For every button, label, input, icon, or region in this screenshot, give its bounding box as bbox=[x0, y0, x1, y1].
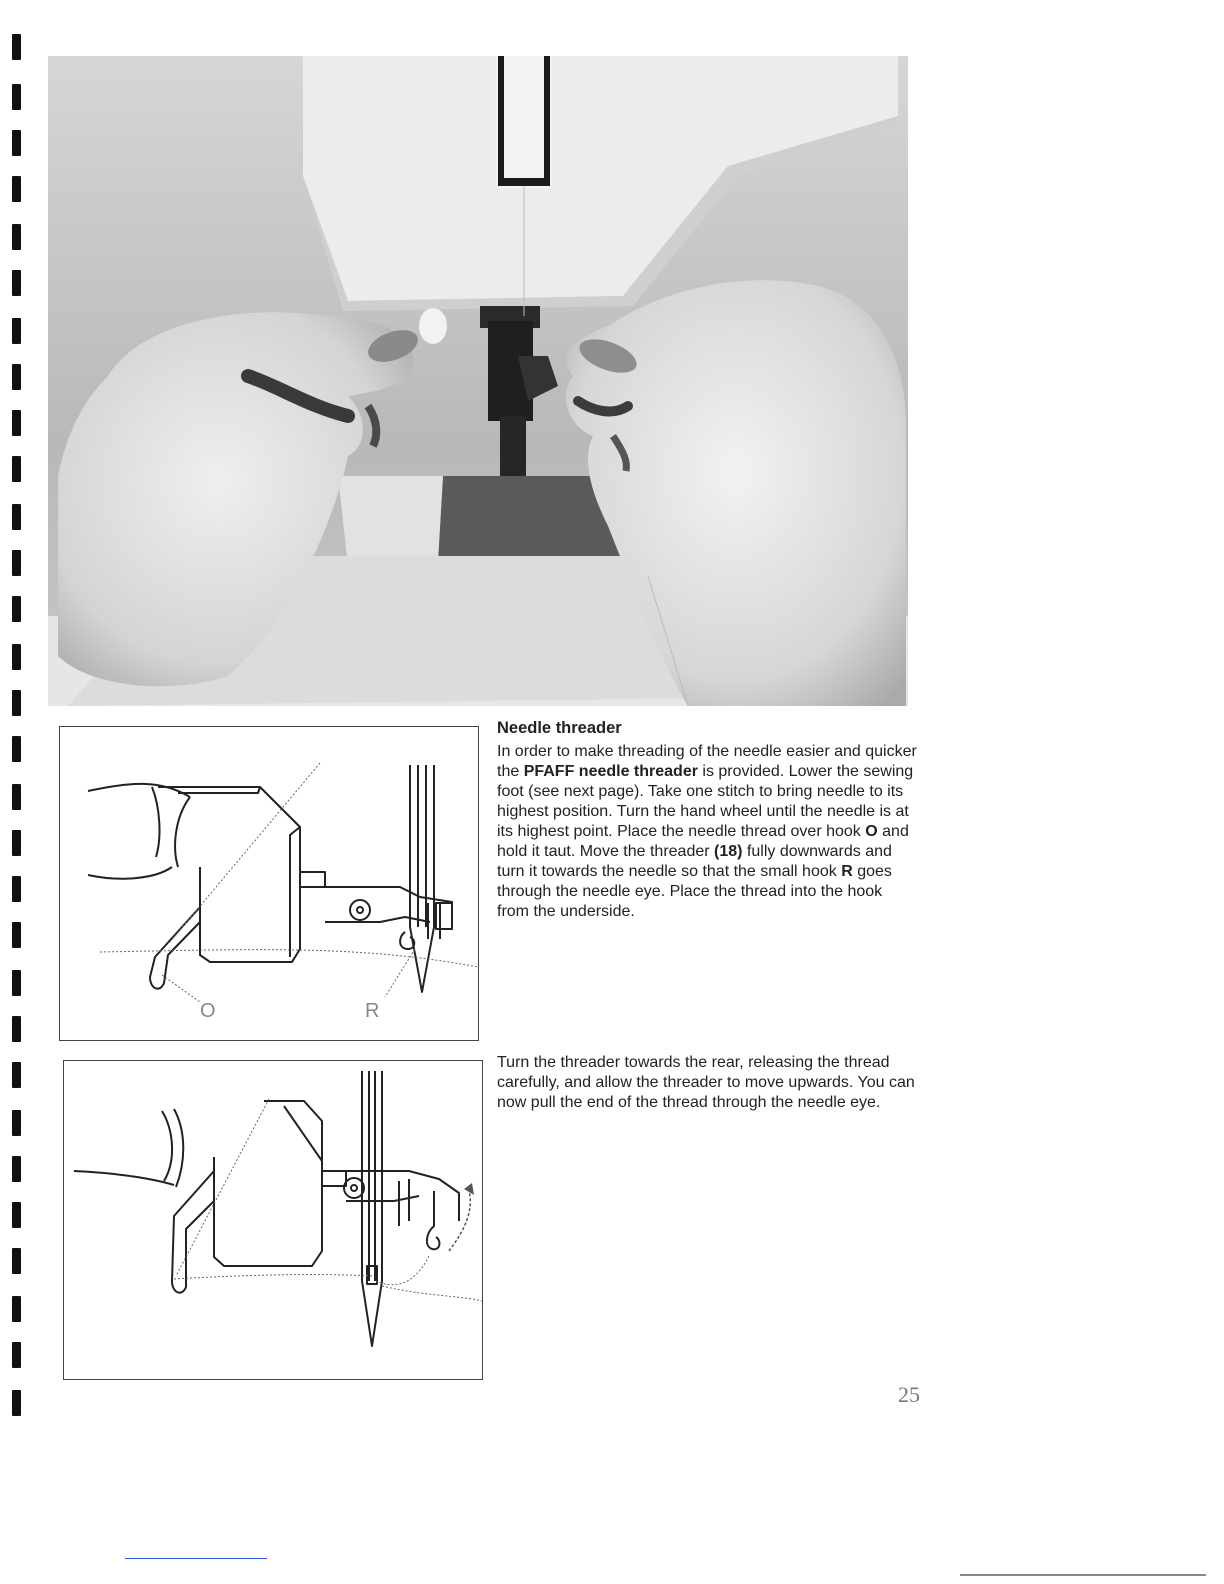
needle-threader-section bbox=[497, 718, 917, 922]
figure-threader-down bbox=[59, 726, 479, 1041]
para1-bold-18: (18) bbox=[714, 843, 743, 860]
needle-threader-photo bbox=[48, 56, 908, 706]
instructions-paragraph-2: Turn the threader towards the rear, releasing the thread carefully, and allow the threader to move upwards. You can now pull the end of the thread through the needle eye. bbox=[497, 1054, 915, 1111]
footer-rule-left bbox=[125, 1558, 267, 1559]
para1-text-5: goes through the needle eye. Place the thread into the hook from the underside. bbox=[497, 863, 892, 920]
para1-text-3: and hold it taut. Move the threader bbox=[497, 823, 909, 860]
figure-threader-up bbox=[63, 1060, 483, 1380]
para1-text-1: In order to make threading of the needle easier and quicker the bbox=[497, 743, 917, 780]
footer-rule-right bbox=[960, 1574, 1206, 1576]
para1-text-2: is provided. Lower the sewing foot (see next page). Take one stitch to bring needle to its highest position. Turn the hand wheel until the needle is at its highest point. Place the needle thread over hook bbox=[497, 763, 914, 840]
para1-bold-pfaff: PFAFF needle threader bbox=[523, 763, 698, 780]
para1-text-4: fully downwards and turn it towards the needle so that the small hook bbox=[497, 843, 892, 880]
instructions-block-2 bbox=[497, 1053, 917, 1113]
label-hook-o: O bbox=[200, 1000, 216, 1022]
binding-holes bbox=[12, 30, 26, 1430]
label-hook-r: R bbox=[365, 1000, 380, 1022]
page-number: 25 bbox=[898, 1382, 920, 1407]
para1-bold-hook-r: R bbox=[841, 863, 853, 880]
para1-bold-hook-o: O bbox=[865, 823, 878, 840]
section-heading: Needle threader bbox=[497, 719, 622, 737]
instructions-paragraph-1 bbox=[497, 742, 917, 922]
